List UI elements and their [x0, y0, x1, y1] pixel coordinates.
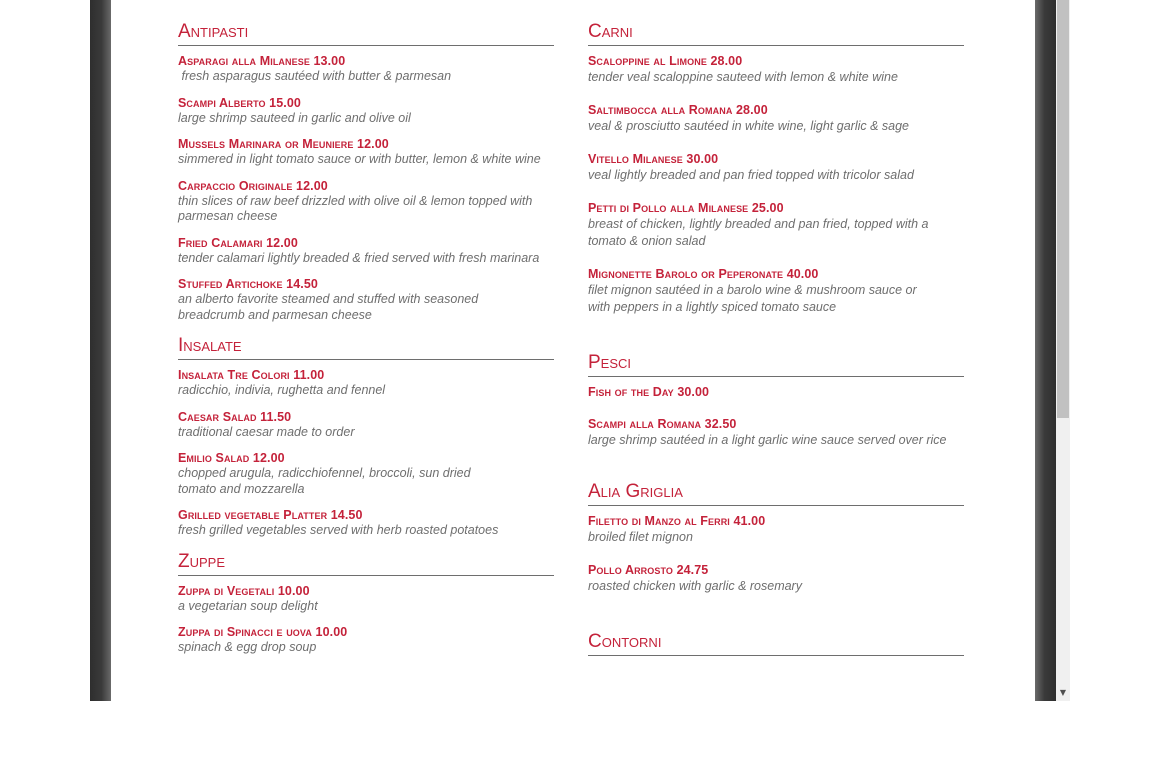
item-name: Caesar Salad 11.50 [178, 409, 292, 424]
menu-column-left [178, 20, 554, 667]
section-title: Insalate [178, 334, 554, 360]
menu-item [178, 625, 554, 656]
item-description: veal lightly breaded and pan fried topped with tricolor salad [588, 168, 914, 182]
item-description: thin slices of raw beef drizzled with olive oil & lemon topped with parmesan cheese [178, 193, 533, 223]
item-description: traditional caesar made to order [178, 424, 355, 439]
item-description: breast of chicken, lightly breaded and pan fried, topped with a tomato & onion salad [588, 217, 929, 248]
menu-item [178, 236, 554, 267]
item-description: spinach & egg drop soup [178, 640, 317, 654]
menu-item [178, 137, 554, 168]
item-name: Filetto di Manzo al Ferri 41.00 [588, 514, 766, 528]
section-title: Antipasti [178, 20, 554, 46]
page-shadow-left [90, 0, 111, 701]
section-antipasti [178, 20, 554, 323]
menu-item [178, 584, 554, 615]
item-description: simmered in light tomato sauce or with butter, lemon & white wine [178, 152, 541, 166]
item-name: Fish of the Day 30.00 [588, 385, 710, 399]
item-description: tender calamari lightly breaded & fried served with fresh marinara [178, 250, 540, 265]
item-description: an alberto favorite steamed and stuffed with seasoned breadcrumb and parmesan cheese [178, 292, 479, 322]
menu-item [588, 563, 964, 595]
menu-item [178, 410, 554, 441]
menu-item [178, 451, 554, 497]
menu-item [588, 201, 964, 250]
menu-item [178, 54, 554, 85]
section-pesci [588, 351, 964, 449]
menu-item [178, 277, 554, 323]
item-description: roasted chicken with garlic & rosemary [588, 579, 802, 593]
section-spacer [588, 333, 964, 351]
item-name: Scampi Alberto 15.00 [178, 95, 301, 110]
item-description: large shrimp sauteed in garlic and olive oil [178, 110, 411, 125]
item-name: Vitello Milanese 30.00 [588, 152, 719, 166]
section-contorni [588, 630, 964, 656]
menu-item [588, 417, 964, 449]
item-name: Grilled vegetable Platter 14.50 [178, 508, 363, 522]
section-carni [588, 20, 964, 316]
section-insalate [178, 334, 554, 539]
item-description: a vegetarian soup delight [178, 598, 318, 613]
item-name: Asparagi alla Milanese 13.00 [178, 54, 346, 68]
section-title: Carni [588, 20, 964, 46]
item-description: tender veal scaloppine sauteed with lemon & white wine [588, 70, 898, 84]
section-title: Pesci [588, 351, 964, 377]
item-description: large shrimp sautéed in a light garlic wine sauce served over rice [588, 433, 947, 447]
menu-item [178, 96, 554, 127]
menu-page [111, 0, 1035, 701]
item-name: Insalata Tre Colori 11.00 [178, 368, 325, 382]
item-name: Carpaccio Originale 12.00 [178, 178, 328, 193]
item-name: Petti di Pollo alla Milanese 25.00 [588, 201, 784, 215]
menu-item [588, 514, 964, 546]
item-description: veal & prosciutto sautéed in white wine, light garlic & sage [588, 119, 910, 133]
menu-item [588, 267, 964, 316]
item-name: Stuffed Artichoke 14.50 [178, 277, 318, 291]
section-zuppe [178, 550, 554, 656]
item-name: Fried Calamari 12.00 [178, 235, 298, 250]
section-spacer [588, 612, 964, 630]
item-name: Zuppa di Spinacci e uova 10.00 [178, 625, 348, 639]
item-name: Mignonette Barolo or Peperonate 40.00 [588, 267, 819, 281]
item-name: Mussels Marinara or Meuniere 12.00 [178, 137, 389, 151]
item-name: Zuppa di Vegetali 10.00 [178, 583, 310, 598]
section-alia-griglia [588, 480, 964, 595]
item-description: filet mignon sautéed in a barolo wine & mushroom sauce or with peppers in a lightly spiced tomato sauce [588, 283, 917, 314]
section-title: Contorni [588, 630, 964, 656]
page-shadow-right [1035, 0, 1056, 701]
menu-item [588, 54, 964, 86]
menu-item [178, 508, 554, 539]
menu-viewer [90, 0, 1070, 701]
item-description: fresh grilled vegetables served with herb roasted potatoes [178, 523, 499, 537]
section-title: Alia Griglia [588, 480, 964, 506]
item-name: Saltimbocca alla Romana 28.00 [588, 103, 768, 117]
chevron-down-icon[interactable]: ▼ [1059, 688, 1067, 697]
item-name: Pollo Arrosto 24.75 [588, 563, 709, 577]
item-description: broiled filet mignon [588, 530, 693, 544]
menu-item [588, 152, 964, 184]
item-name: Emilio Salad 12.00 [178, 451, 285, 465]
item-description: chopped arugula, radicchiofennel, broccoli, sun dried tomato and mozzarella [178, 466, 471, 496]
menu-item [178, 179, 554, 225]
section-title: Zuppe [178, 550, 554, 576]
item-name: Scampi alla Romana 32.50 [588, 417, 737, 431]
menu-item [178, 368, 554, 399]
section-spacer [588, 466, 964, 480]
item-description: fresh asparagus sautéed with butter & parmesan [178, 69, 452, 83]
item-name: Scaloppine al Limone 28.00 [588, 54, 743, 68]
item-description: radicchio, indivia, rughetta and fennel [178, 383, 386, 397]
menu-item [588, 103, 964, 135]
menu-column-right [588, 20, 964, 664]
vertical-scrollbar[interactable] [1056, 0, 1070, 701]
scrollbar-thumb[interactable] [1057, 0, 1069, 418]
menu-item [588, 385, 964, 400]
